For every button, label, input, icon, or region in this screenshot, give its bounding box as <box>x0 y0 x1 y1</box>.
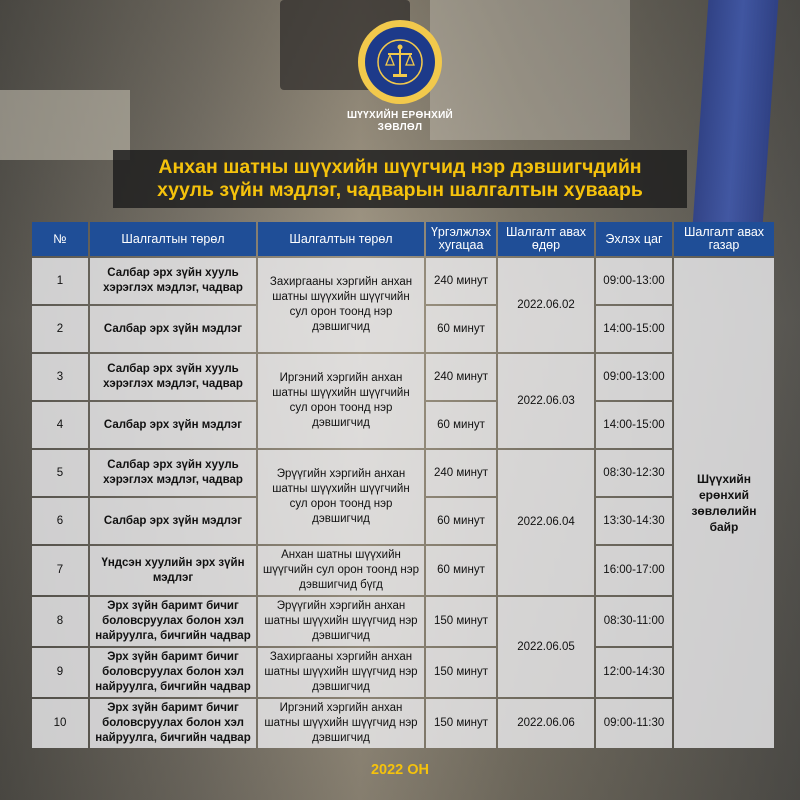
row-category: Эрүүгийн хэргийн анхан шатны шүүхийн шүүгчийн сул орон тоонд нэр дэвшигчид <box>258 450 424 544</box>
row-date: 2022.06.04 <box>498 450 594 595</box>
table-row <box>32 546 774 595</box>
row-date: 2022.06.06 <box>498 699 594 748</box>
header <box>0 20 800 134</box>
row-exam-type: Салбар эрх зүйн хууль хэрэглэх мэдлэг, чадвар <box>90 354 256 400</box>
row-place: Шүүхийн ерөнхий зөвлөлийн байр <box>674 258 774 748</box>
row-start-time: 16:00-17:00 <box>596 546 672 595</box>
row-category: Иргэний хэргийн анхан шатны шүүхийн шүүгчийн сул орон тоонд нэр дэвшигчид <box>258 354 424 448</box>
title-line2: хууль зүйн мэдлэг, чадварын шалгалтын хуваарь <box>157 179 643 201</box>
row-exam-type: Салбар эрх зүйн хууль хэрэглэх мэдлэг, чадвар <box>90 450 256 496</box>
header-exam-type: Шалгалтын төрөл <box>90 222 256 256</box>
court-emblem-logo <box>358 20 442 104</box>
scales-of-justice-icon <box>365 27 435 97</box>
row-duration: 60 минут <box>426 498 496 544</box>
row-start-time: 08:30-12:30 <box>596 450 672 496</box>
row-category: Захиргааны хэргийн анхан шатны шүүхийн шүүгчид нэр дэвшигчид <box>258 648 424 697</box>
row-no: 10 <box>32 699 88 748</box>
row-duration: 240 минут <box>426 450 496 496</box>
row-start-time: 09:00-11:30 <box>596 699 672 748</box>
row-duration: 240 минут <box>426 354 496 400</box>
row-exam-type: Салбар эрх зүйн мэдлэг <box>90 498 256 544</box>
row-category: Иргэний хэргийн анхан шатны шүүхийн шүүгчид нэр дэвшигчид <box>258 699 424 748</box>
row-no: 3 <box>32 354 88 400</box>
row-no: 1 <box>32 258 88 304</box>
row-date: 2022.06.05 <box>498 597 594 697</box>
row-start-time: 09:00-13:00 <box>596 258 672 304</box>
row-start-time: 09:00-13:00 <box>596 354 672 400</box>
row-start-time: 14:00-15:00 <box>596 306 672 352</box>
row-no: 8 <box>32 597 88 646</box>
row-no: 2 <box>32 306 88 352</box>
table-row <box>32 648 774 697</box>
header-place: Шалгалт авах газар <box>674 222 774 256</box>
organization-name-line2: ЗӨВЛӨЛ <box>377 122 423 133</box>
row-category: Анхан шатны шүүхийн шүүгчийн сул орон тоонд нэр дэвшигчид бүгд <box>258 546 424 595</box>
row-date: 2022.06.02 <box>498 258 594 352</box>
row-exam-type: Үндсэн хуулийн эрх зүйн мэдлэг <box>90 546 256 595</box>
row-exam-type: Салбар эрх зүйн хууль хэрэглэх мэдлэг, чадвар <box>90 258 256 304</box>
row-start-time: 13:30-14:30 <box>596 498 672 544</box>
row-duration: 150 минут <box>426 597 496 646</box>
header-exam-type-2: Шалгалтын төрөл <box>258 222 424 256</box>
table-row <box>32 699 774 748</box>
row-start-time: 08:30-11:00 <box>596 597 672 646</box>
row-exam-type: Салбар эрх зүйн мэдлэг <box>90 402 256 448</box>
row-date: 2022.06.03 <box>498 354 594 448</box>
header-no: № <box>32 222 88 256</box>
row-duration: 150 минут <box>426 699 496 748</box>
table-row <box>32 258 774 304</box>
header-start-time: Эхлэх цаг <box>596 222 672 256</box>
row-no: 5 <box>32 450 88 496</box>
row-start-time: 12:00-14:30 <box>596 648 672 697</box>
row-exam-type: Эрх зүйн баримт бичиг боловсруулах болон хэл найруулга, бичгийн чадвар <box>90 699 256 748</box>
row-duration: 60 минут <box>426 402 496 448</box>
row-exam-type: Эрх зүйн баримт бичиг боловсруулах болон хэл найруулга, бичгийн чадвар <box>90 597 256 646</box>
table-row <box>32 597 774 646</box>
organization-name-line1: ШҮҮХИЙН ЕРӨНХИЙ <box>346 110 454 121</box>
organization-name <box>0 110 800 134</box>
row-duration: 150 минут <box>426 648 496 697</box>
row-no: 6 <box>32 498 88 544</box>
table-row <box>32 354 774 400</box>
row-no: 7 <box>32 546 88 595</box>
table-row <box>32 450 774 496</box>
row-no: 9 <box>32 648 88 697</box>
row-no: 4 <box>32 402 88 448</box>
table-header-row <box>32 222 774 256</box>
header-duration: Үргэлжлэх хугацаа <box>426 222 496 256</box>
row-category: Эрүүгийн хэргийн анхан шатны шүүхийн шүүгчид нэр дэвшигчид <box>258 597 424 646</box>
exam-schedule-table <box>30 220 776 750</box>
footer-year: 2022 ОН <box>370 762 430 778</box>
row-start-time: 14:00-15:00 <box>596 402 672 448</box>
title-line1: Анхан шатны шүүхийн шүүгчид нэр дэвшигчдийн <box>158 156 642 178</box>
row-duration: 240 минут <box>426 258 496 304</box>
row-exam-type: Эрх зүйн баримт бичиг боловсруулах болон хэл найруулга, бичгийн чадвар <box>90 648 256 697</box>
row-exam-type: Салбар эрх зүйн мэдлэг <box>90 306 256 352</box>
row-duration: 60 минут <box>426 306 496 352</box>
row-duration: 60 минут <box>426 546 496 595</box>
header-date: Шалгалт авах өдөр <box>498 222 594 256</box>
row-category: Захиргааны хэргийн анхан шатны шүүхийн шүүгчийн сул орон тоонд нэр дэвшигчид <box>258 258 424 352</box>
page-title <box>113 150 687 208</box>
